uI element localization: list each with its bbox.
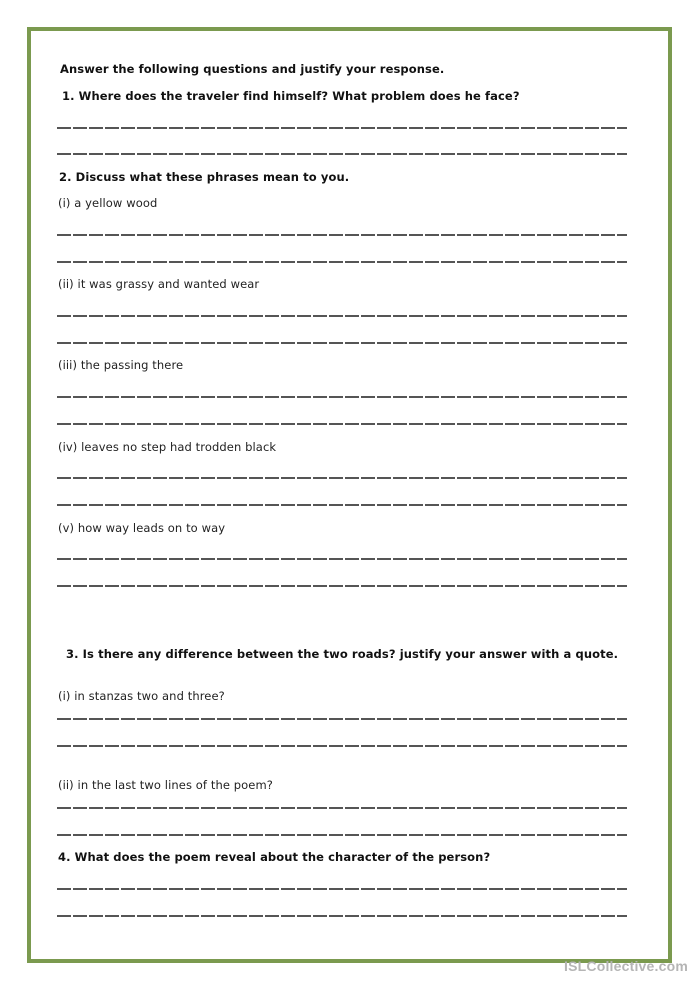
answer-line-q3ii-1[interactable] [57, 807, 627, 809]
answer-line-q3ii-2[interactable] [57, 834, 627, 836]
instructions-text: Answer the following questions and justify your response. [60, 62, 445, 76]
answer-line-q1-2[interactable] [57, 153, 627, 155]
question-3: 3. Is there any difference between the two roads? justify your answer with a quote. [66, 647, 619, 661]
answer-line-q2iv-2[interactable] [57, 504, 627, 506]
answer-line-q2i-2[interactable] [57, 261, 627, 263]
worksheet-frame [27, 27, 672, 963]
answer-line-q4-2[interactable] [57, 915, 627, 917]
question-3-part-ii: (ii) in the last two lines of the poem? [58, 778, 273, 792]
answer-line-q2ii-1[interactable] [57, 315, 627, 317]
answer-line-q2i-1[interactable] [57, 234, 627, 236]
question-2-part-iv: (iv) leaves no step had trodden black [58, 440, 277, 454]
answer-line-q2ii-2[interactable] [57, 342, 627, 344]
question-2-part-i: (i) a yellow wood [58, 196, 158, 210]
answer-line-q2iii-2[interactable] [57, 423, 627, 425]
answer-line-q2iii-1[interactable] [57, 396, 627, 398]
question-3-part-i: (i) in stanzas two and three? [58, 689, 225, 703]
question-2-part-iii: (iii) the passing there [58, 358, 184, 372]
answer-line-q1-1[interactable] [57, 127, 627, 129]
answer-line-q2v-1[interactable] [57, 558, 627, 560]
answer-line-q2v-2[interactable] [57, 585, 627, 587]
answer-line-q3i-2[interactable] [57, 745, 627, 747]
question-2-part-v: (v) how way leads on to way [58, 521, 226, 535]
answer-line-q4-1[interactable] [57, 888, 627, 890]
answer-line-q2iv-1[interactable] [57, 477, 627, 479]
answer-line-q3i-1[interactable] [57, 718, 627, 720]
question-2: 2. Discuss what these phrases mean to you. [59, 170, 350, 184]
watermark-logo: ISLCollective.com [564, 958, 688, 974]
question-4: 4. What does the poem reveal about the character of the person? [58, 850, 491, 864]
question-1: 1. Where does the traveler find himself? What problem does he face? [62, 89, 520, 103]
question-2-part-ii: (ii) it was grassy and wanted wear [58, 277, 260, 291]
